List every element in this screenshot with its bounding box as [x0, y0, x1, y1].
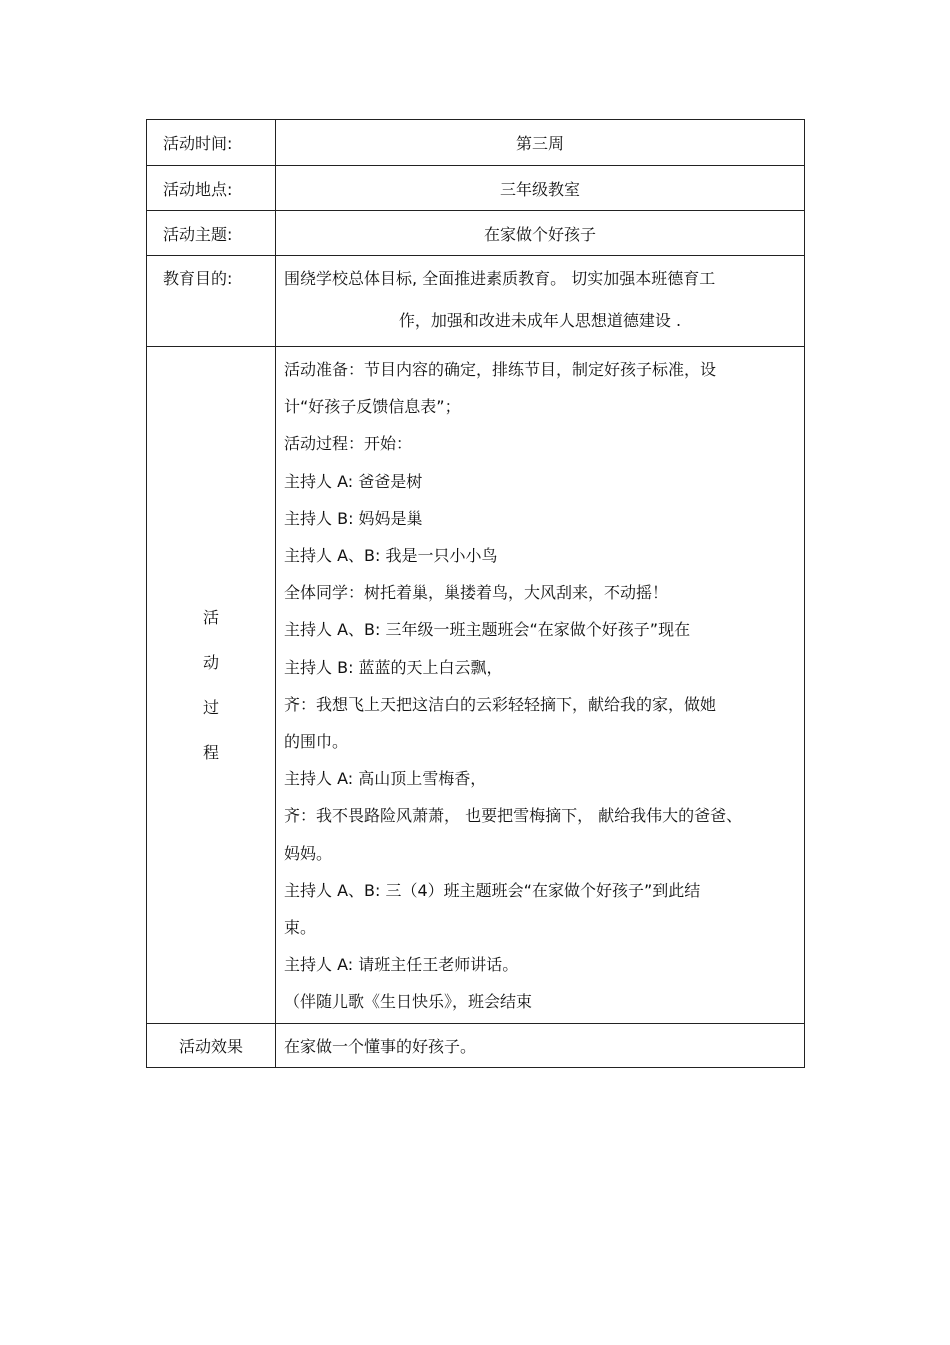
- row-activity-place: [147, 166, 805, 211]
- row-education-goal: [147, 256, 805, 347]
- process-line: 妈妈。: [284, 843, 333, 863]
- activity-process-label: [147, 347, 276, 1024]
- process-line: 齐：我想飞上天把这洁白的云彩轻轻摘下，献给我的家，做她: [284, 694, 717, 714]
- activity-process-vertical-label: [147, 595, 275, 775]
- row-activity-process: [147, 347, 805, 1024]
- process-line: 主持人 A: 爸爸是树: [284, 471, 423, 491]
- activity-time-value: 第三周: [276, 120, 805, 166]
- process-line: 主持人 B: 蓝蓝的天上白云飘，: [284, 657, 503, 677]
- education-goal-label-text: 教育目的:: [163, 269, 233, 288]
- process-line: 齐：我不畏路险风萧萧， 也要把雪梅摘下， 献给我伟大的爸爸、: [284, 806, 743, 826]
- activity-theme-value: 在家做个好孩子: [276, 211, 805, 256]
- row-activity-time: [147, 120, 805, 166]
- process-line: 束。: [284, 918, 317, 938]
- process-line: 主持人 A: 高山顶上雪梅香，: [284, 769, 487, 789]
- process-label-char: 过: [202, 697, 219, 717]
- process-line: 主持人 B: 妈妈是巢: [284, 508, 423, 528]
- process-line: 主持人 A、B: 我是一只小小鸟: [284, 546, 498, 566]
- process-label-char: 程: [202, 742, 219, 762]
- process-label-char: 动: [202, 652, 219, 672]
- education-goal-label: [147, 256, 276, 347]
- education-goal-line-1: 围绕学校总体目标, 全面推进素质教育。 切实加强本班德育工: [284, 269, 716, 288]
- process-line: 的围巾。: [284, 732, 349, 752]
- activity-place-label: 活动地点:: [147, 166, 276, 211]
- activity-place-value: 三年级教室: [276, 166, 805, 211]
- activity-process-content: [276, 347, 805, 1024]
- process-line: 计“好孩子反馈信息表”；: [284, 397, 461, 417]
- activity-effect-value: 在家做一个懂事的好孩子。: [276, 1023, 805, 1067]
- row-activity-theme: [147, 211, 805, 256]
- row-activity-effect: [147, 1023, 805, 1067]
- process-label-char: 活: [202, 607, 219, 627]
- activity-theme-label: 活动主题:: [147, 211, 276, 256]
- process-line: 全体同学：树托着巢，巢搂着鸟，大风刮来，不动摇！: [284, 583, 669, 603]
- process-line: 主持人 A、B: 三年级一班主题班会“在家做个好孩子”现在: [284, 620, 691, 640]
- process-line: 主持人 A: 请班主任王老师讲话。: [284, 955, 519, 975]
- education-goal-value: [276, 256, 805, 347]
- activity-time-label: 活动时间:: [147, 120, 276, 166]
- process-line: （伴随儿歌《生日快乐》，班会结束: [284, 992, 533, 1012]
- process-line: 活动过程：开始：: [284, 434, 413, 454]
- education-goal-line-2: 作，加强和改进未成年人思想道德建设 .: [398, 311, 682, 330]
- activity-plan-table: [146, 119, 805, 1068]
- process-line: 活动准备：节目内容的确定，排练节目，制定好孩子标准，设: [284, 360, 717, 379]
- activity-effect-label: 活动效果: [147, 1023, 276, 1067]
- process-line: 主持人 A、B: 三（4）班主题班会“在家做个好孩子”到此结: [284, 880, 701, 900]
